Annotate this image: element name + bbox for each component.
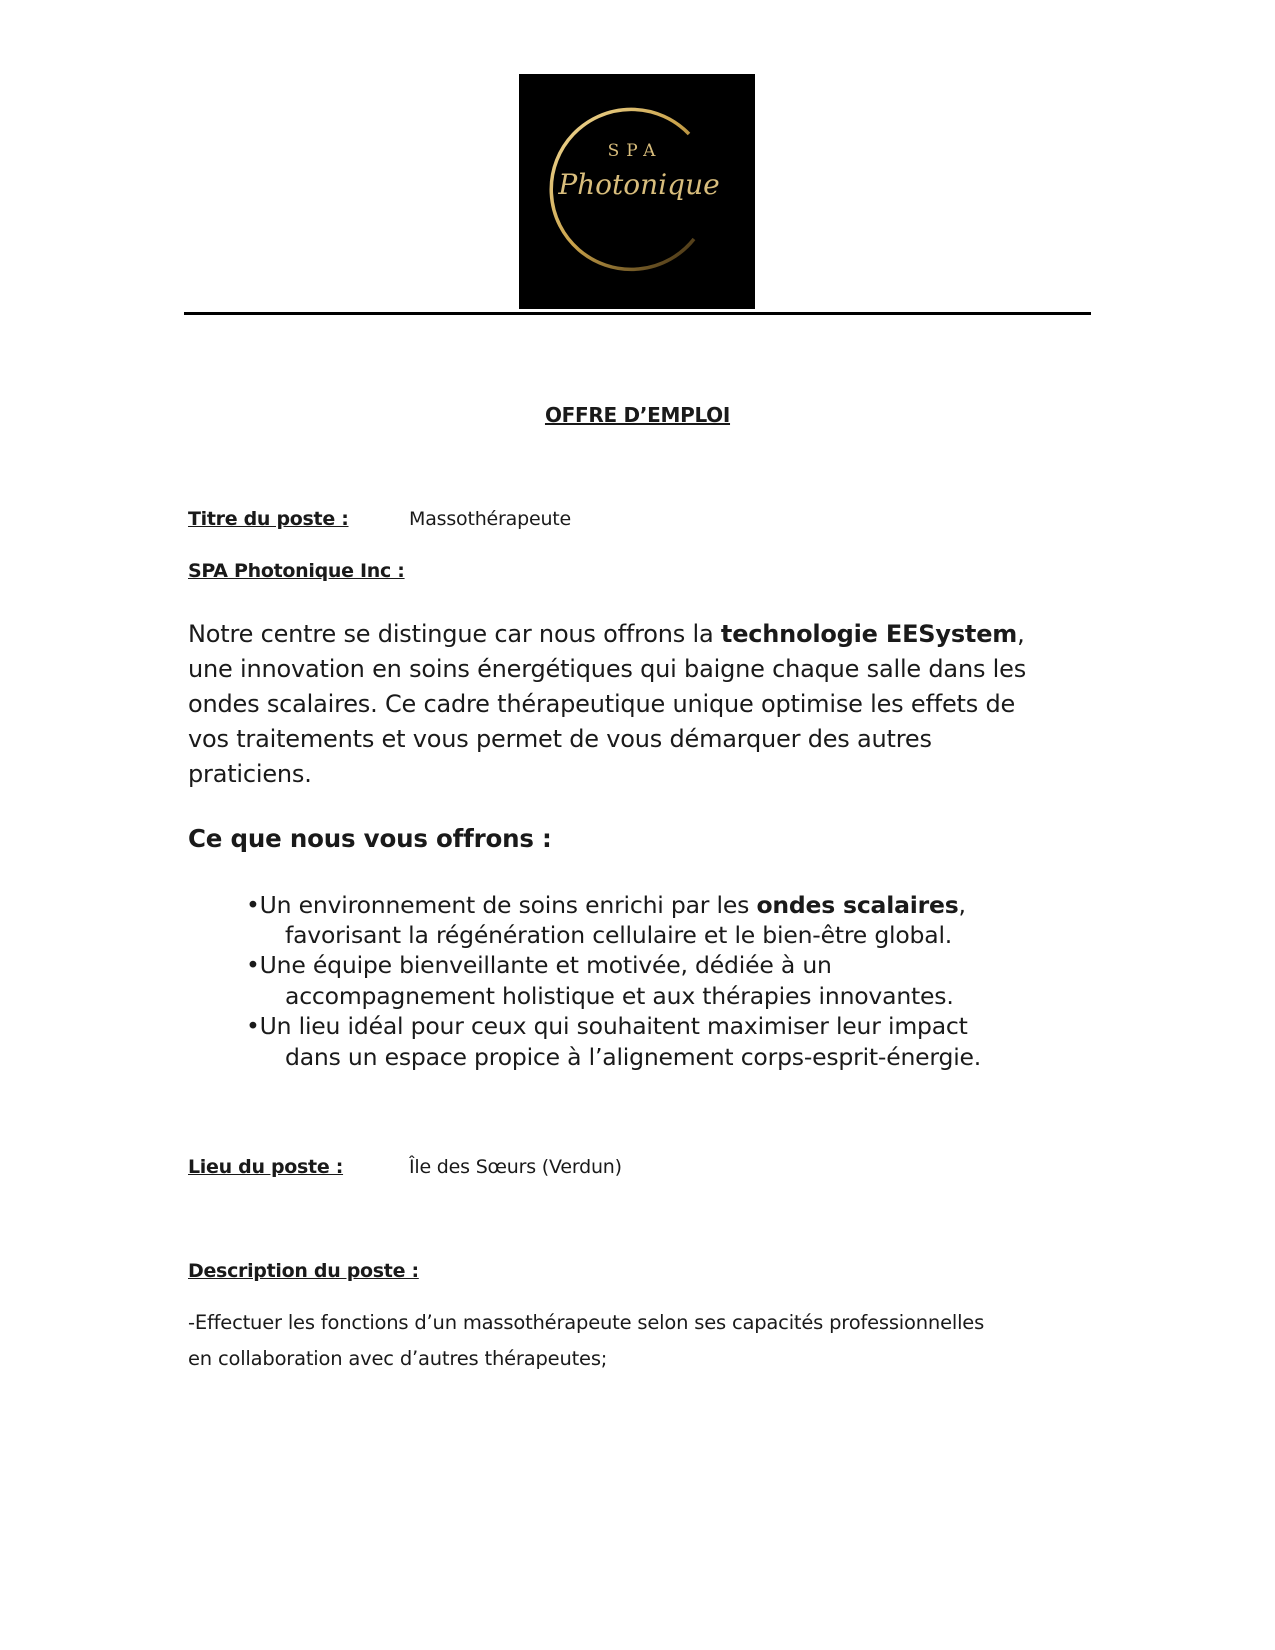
header-rule xyxy=(184,312,1091,315)
job-title-value: Massothérapeute xyxy=(409,508,572,530)
svg-text:SPA: SPA xyxy=(607,141,663,161)
list-item-continuation: dans un espace propice à l’alignement corps-esprit-énergie. xyxy=(285,1043,982,1071)
intro-text: Notre centre se distingue car nous offrons la xyxy=(188,620,721,648)
description-line: en collaboration avec d’autres thérapeutes; xyxy=(188,1347,608,1370)
intro-line: ondes scalaires. Ce cadre thérapeutique unique optimise les effets de xyxy=(188,690,1016,718)
intro-line: une innovation en soins énergétiques qui baigne chaque salle dans les xyxy=(188,655,1027,683)
description-line: -Effectuer les fonctions d’un massothérapeute selon ses capacités professionnelles xyxy=(188,1311,985,1334)
intro-line: vos traitements et vous permet de vous démarquer des autres xyxy=(188,725,932,753)
list-item-continuation: accompagnement holistique et aux thérapies innovantes. xyxy=(285,982,954,1010)
list-item: •Un environnement de soins enrichi par les ondes scalaires, xyxy=(246,891,966,919)
location-value: Île des Sœurs (Verdun) xyxy=(409,1156,622,1178)
list-item: •Une équipe bienveillante et motivée, dédiée à un xyxy=(246,951,832,979)
description-label: Description du poste : xyxy=(188,1260,419,1282)
page-title: OFFRE D’EMPLOI xyxy=(544,403,731,427)
intro-line: praticiens. xyxy=(188,760,312,788)
offers-heading: Ce que nous vous offrons : xyxy=(188,824,552,853)
list-item: •Un lieu idéal pour ceux qui souhaitent maximiser leur impact xyxy=(246,1012,968,1040)
svg-text:Photonique: Photonique xyxy=(558,168,720,201)
intro-bold: technologie EESystem xyxy=(720,620,1018,648)
location-label: Lieu du poste : xyxy=(188,1156,344,1178)
intro-text: , xyxy=(1017,620,1025,648)
job-title-label: Titre du poste : xyxy=(188,508,349,530)
list-item-continuation: favorisant la régénération cellulaire et le bien-être global. xyxy=(285,921,953,949)
company-label: SPA Photonique Inc : xyxy=(188,560,405,582)
spa-photonique-logo xyxy=(519,74,755,309)
